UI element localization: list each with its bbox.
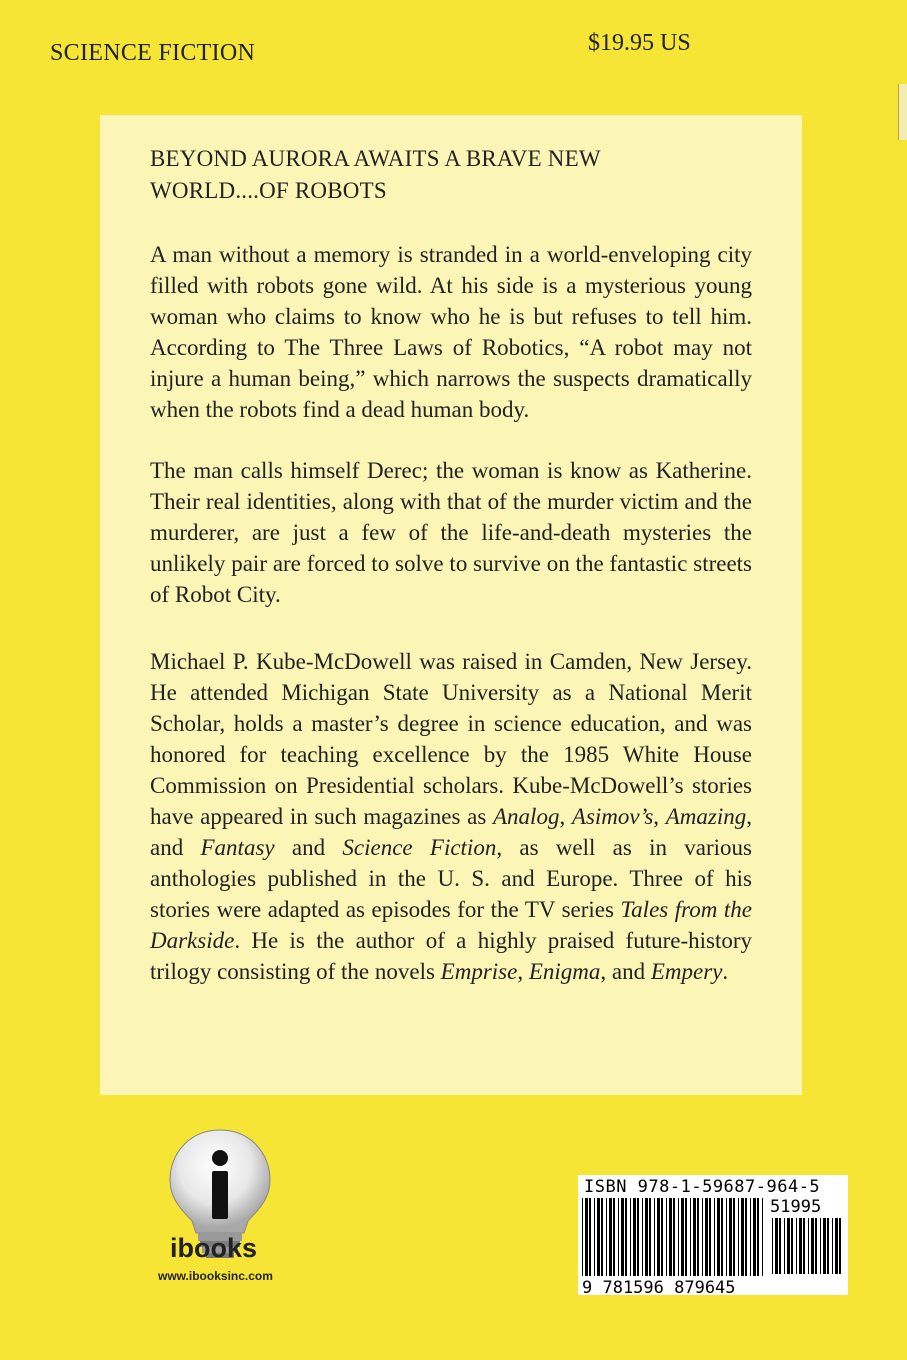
barcode-bar [657,1198,660,1276]
barcode-bar [705,1198,708,1276]
publisher-name: ibooks [170,1233,258,1263]
bio-separator: , [653,804,666,829]
barcode-bar [784,1218,785,1274]
barcode-bar [601,1198,603,1276]
barcode-bar [654,1198,655,1276]
barcode-bar [721,1198,723,1276]
barcode-bar [621,1198,624,1276]
barcode-bar [613,1198,615,1276]
barcode-bar [630,1198,631,1276]
barcode-bar [642,1198,643,1276]
barcode-bar [762,1198,763,1276]
price-label: $19.95 US [588,30,691,56]
barcode-bar [827,1218,829,1274]
barcode-bar [681,1198,684,1276]
bio-text: . He is the author of a highly praised future-history trilogy consisting of the novels [150,928,752,984]
magazine-title: Amazing [665,804,747,829]
barcode-bar [690,1198,691,1276]
blurb-panel [100,115,802,1095]
barcode-bar [799,1218,802,1274]
barcode-bar [808,1218,809,1274]
barcode-bar [835,1218,838,1274]
blurb-paragraph-2: The man calls himself Derec; the woman is know as Katherine. Their real identities, along with that of the murder victim and the murderer, are just a few of the life-and-death mysteries the unlikely pair are forced to solve to survive on the fantastic streets of Robot City. [150,458,752,607]
barcode-bar [717,1198,720,1276]
barcode-bar [757,1198,759,1276]
bio-separator: , and [600,959,651,984]
headline-line-1: BEYOND AURORA AWAITS A BRAVE NEW [150,146,601,171]
headline [150,143,752,207]
magazine-title: Science Fiction [342,835,497,860]
magazine-title: Asimov’s [571,804,654,829]
blurb-paragraph-1: A man without a memory is stranded in a world-enveloping city filled with robots gone wild. At his side is a mysterious young woman who claims to know who he is but refuses to tell him. According to The Three Laws of Robotics, “A robot may not injure a human being,” which narrows the suspects dramatically when the robots find a dead human body. [150,242,752,422]
barcode-bar [649,1198,651,1276]
edge-mark [898,84,907,140]
novel-title: Empery [650,959,723,984]
barcode-bar [796,1218,797,1274]
publisher-url: www.ibooksinc.com [158,1269,273,1283]
barcode-bar [582,1198,583,1276]
barcode-bar [729,1198,732,1276]
barcode-bar [787,1218,790,1274]
barcode-bar [669,1198,672,1276]
barcode-bar [738,1198,739,1276]
barcode-bar [589,1198,591,1276]
barcode-bar [585,1198,588,1276]
barcode-bar [661,1198,663,1276]
barcode-bar [832,1218,833,1274]
barcode-bar [702,1198,703,1276]
barcode-bar [779,1218,781,1274]
bio-separator: , and [150,804,752,860]
bio-separator: and [274,835,343,860]
bio-text: , as well as in various anthologies published in the U. S. and Europe. Three of his stories were adapted as episodes for the TV series [150,835,752,922]
barcode-bar [666,1198,667,1276]
barcode-bar [775,1218,778,1274]
price-code: 51995 [770,1197,822,1217]
magazine-title: Fantasy [200,835,275,860]
novel-title: Enigma [528,959,601,984]
price-barcode [770,1218,845,1278]
barcode-bar [693,1198,696,1276]
isbn-text: ISBN 978-1-59687-964-5 [584,1177,821,1197]
barcode-bar [741,1198,744,1276]
novel-title: Emprise [440,959,518,984]
magazine-title: Analog [493,804,560,829]
barcode-bar [750,1198,751,1276]
ean-barcode [580,1198,765,1280]
barcode-bar [633,1198,636,1276]
barcode-bar [594,1198,595,1276]
barcode-bar [697,1198,699,1276]
barcode-bar [791,1218,793,1274]
barcode-bar [811,1218,814,1274]
barcode-bar [618,1198,619,1276]
barcode-bar [733,1198,735,1276]
barcode-bar [726,1198,727,1276]
genre-label: SCIENCE FICTION [50,40,256,66]
barcode-bar [625,1198,627,1276]
barcode-bar [597,1198,600,1276]
barcode-bar [637,1198,639,1276]
barcode-bar [673,1198,675,1276]
barcode-bar [606,1198,607,1276]
bio-separator: , [559,804,572,829]
barcode-bar [820,1218,821,1274]
barcode-bar [714,1198,715,1276]
barcode-bar [709,1198,711,1276]
barcode-bar [803,1218,805,1274]
barcode-bar [645,1198,648,1276]
author-bio [150,646,752,987]
barcode-bar [823,1218,826,1274]
headline-line-2: WORLD....OF ROBOTS [150,178,387,203]
barcode-bar [609,1198,612,1276]
barcode-bar [772,1218,773,1274]
bio-separator: , [517,959,529,984]
barcode-bar [678,1198,679,1276]
barcode-bar [745,1198,747,1276]
bio-separator: . [722,959,729,984]
bio-text: Michael P. Kube-McDowell was raised in Camden, New Jersey. He attended Michigan State University as a National Merit Scholar, holds a master’s degree in science education, and was honored for teaching excellence by the 1985 White House Commission on Presidential scholars. Kube-McDowell’s stories have appeared in such magazines as [150,649,752,829]
barcode-bar [839,1218,841,1274]
barcode-bar [815,1218,817,1274]
ean-digits: 9 781596 879645 [582,1278,736,1298]
barcode-bar [685,1198,687,1276]
tv-series-title: Tales from the Darkside [150,897,752,953]
barcode-bar [753,1198,756,1276]
